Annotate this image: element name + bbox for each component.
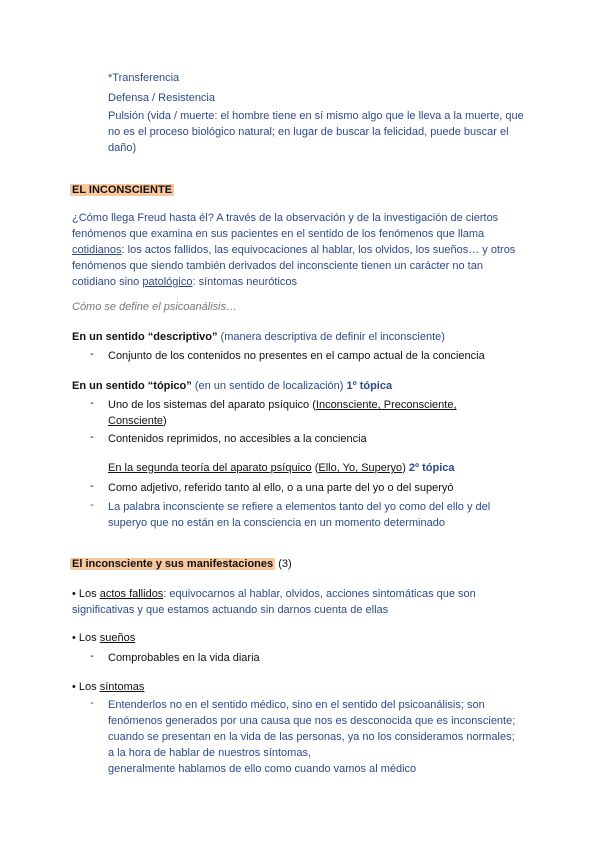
sintomas-item <box>108 697 518 777</box>
segunda-teoria-label: En la segunda teoría del aparato psíquico <box>108 462 312 474</box>
descriptivo-item: Conjunto de los contenidos no presentes en el campo actual de la conciencia <box>108 350 485 362</box>
descriptivo-label: En un sentido “descriptivo” <box>72 331 218 343</box>
topica-badge-2: 2º tópica <box>408 462 455 474</box>
suenos-label: sueños <box>99 632 136 644</box>
topica-badge-1: 1º tópica <box>346 380 393 392</box>
intro-paragraph <box>72 210 527 290</box>
topico-item-3: Como adjetivo, referido tanto al ello, o a una parte del yo o del superyó <box>108 482 454 494</box>
dash-marker: - <box>90 431 94 443</box>
intro-text-2: : los actos fallidos, las equivocaciones al hablar, los olvidos, los sueños… y otros fenómenos que siendo también derivados del inconsciente tienen un carácter no tan cotidiano sino <box>72 244 516 288</box>
topico-item-1: Uno de los sistemas del aparato psíquico (Inconsciente, Preconsciente, Consciente) <box>108 399 457 427</box>
manifestaciones-count: (3) <box>275 558 292 570</box>
dash-marker: - <box>90 650 94 662</box>
dash-marker: - <box>90 397 94 409</box>
subtitle-psicoanalisis: Cómo se define el psicoanálisis… <box>72 301 238 313</box>
bullet-sintomas: • Los síntomas <box>72 681 145 693</box>
intro-text-1: ¿Cómo llega Freud hasta él? A través de la observación y de la investigación de ciertos fenómenos que examina en sus pacientes en el sentido de los fenómenos que llama <box>72 212 499 240</box>
sintomas-item-text-2: generalmente hablamos de ello como cuando vamos al médico <box>108 763 417 775</box>
section-heading-inconsciente <box>70 182 174 198</box>
segunda-teoria-line: En la segunda teoría del aparato psíquico (Ello, Yo, Superyo) 2º tópica <box>108 462 455 474</box>
bullet-suenos: • Los sueños <box>72 632 136 644</box>
sistemas-underline: Inconsciente, Preconsciente, Consciente <box>108 399 457 427</box>
list-item-defensa: Defensa / Resistencia <box>108 92 215 104</box>
list-item-pulsion: Pulsión (vida / muerte: el hombre tiene en sí mismo algo que le lleva a la muerte, que no es el proceso biológico natural; en lugar de buscar la felicidad, puede buscar el daño) <box>108 110 524 154</box>
topico-item-4: La palabra inconsciente se refiere a elementos tanto del yo como del ello y del superyo que no están en la consciencia en un momento determinado <box>108 501 491 529</box>
intro-cotidianos: cotidianos <box>72 244 122 256</box>
descriptivo-heading <box>72 329 445 345</box>
topico-label: En un sentido “tópico” <box>72 380 192 392</box>
dash-marker: - <box>90 697 94 709</box>
topico-heading <box>72 378 392 394</box>
sintomas-item-text-1: Entenderlos no en el sentido médico, sino en el sentido del psicoanálisis; son fenómenos generados por una causa que nos es desconocida que es inconsciente; cuando se presentan en la vida de las personas, ya no los consideramos normales; a la hora de hablar de nuestros síntomas, <box>108 699 516 759</box>
intro-text-3: : síntomas neuróticos <box>192 276 298 288</box>
intro-patologico: patológico <box>142 276 193 288</box>
manifestaciones-highlight: El inconsciente y sus manifestaciones <box>72 558 274 570</box>
ello-yo-superyo: Ello, Yo, Superyo <box>318 462 403 474</box>
bullet-actos-fallidos: • Los actos fallidos: equivocarnos al hablar, olvidos, acciones sintomáticas que son significativas y que estamos actuando sin darnos cuenta de ellas <box>72 588 476 616</box>
suenos-item: Comprobables en la vida diaria <box>108 652 260 664</box>
topico-note: (en un sentido de localización) <box>191 380 347 392</box>
actos-fallidos-text: : equivocarnos al hablar, olvidos, acciones sintomáticas que son significativas y que estamos actuando sin darnos cuenta de ellas <box>72 588 476 616</box>
dash-marker: - <box>90 499 94 511</box>
actos-fallidos-label: actos fallidos <box>99 588 164 600</box>
topico-item-2: Contenidos reprimidos, no accesibles a la conciencia <box>108 433 367 445</box>
list-item-transferencia: *Transferencia <box>108 72 180 84</box>
dash-marker: - <box>90 348 94 360</box>
heading-highlight: EL INCONSCIENTE <box>72 184 173 196</box>
sintomas-label: síntomas <box>99 681 145 693</box>
dash-marker: - <box>90 480 94 492</box>
descriptivo-note: (manera descriptiva de definir el inconsciente) <box>217 331 445 343</box>
manifestaciones-heading <box>70 556 292 572</box>
